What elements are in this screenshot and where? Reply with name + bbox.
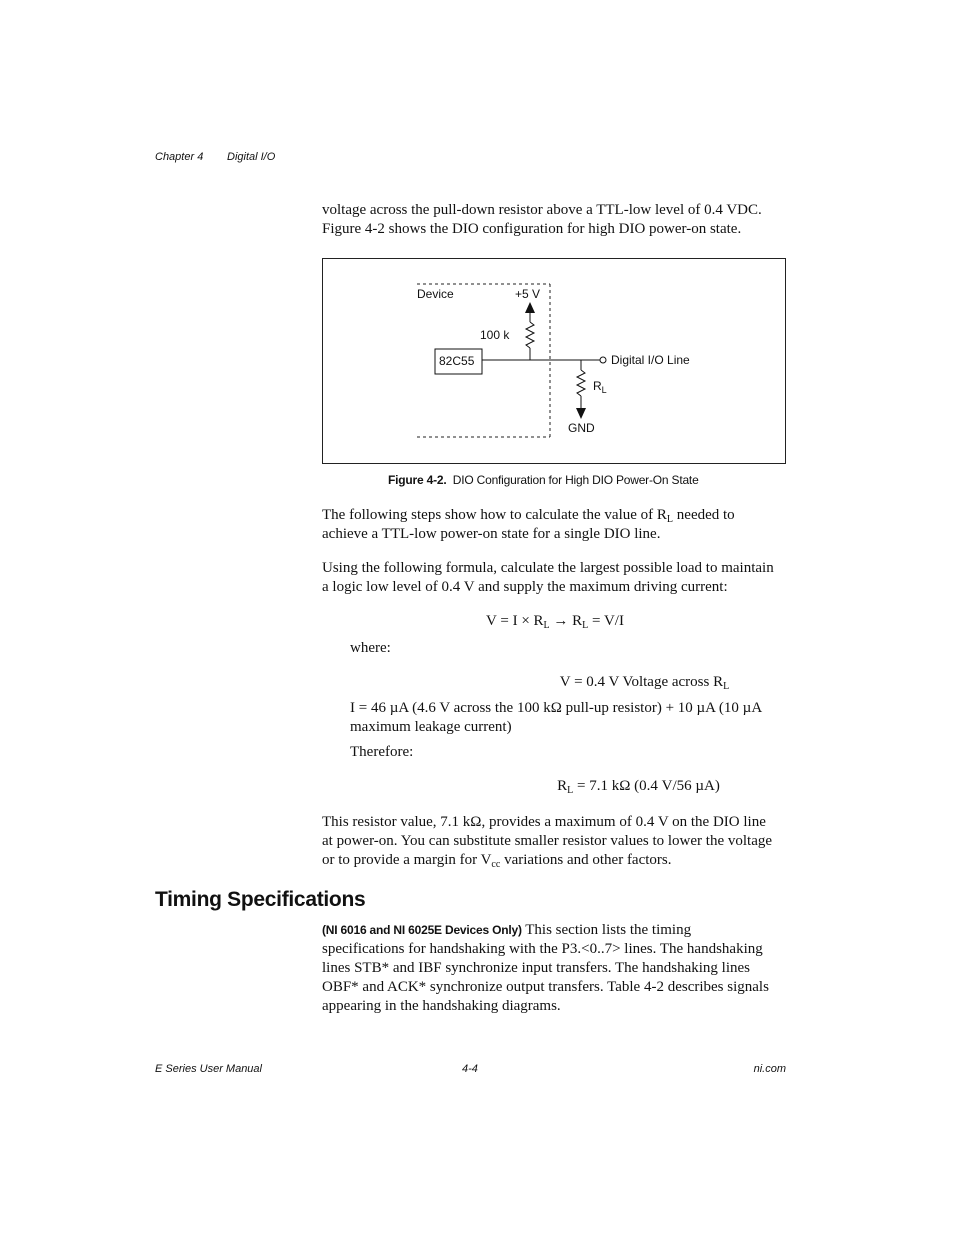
formula-intro-line: a logic low level of 0.4 V and supply the maximum driving current: bbox=[322, 579, 728, 595]
device-label: Device bbox=[417, 287, 454, 301]
footer-page-number: 4-4 bbox=[462, 1063, 478, 1075]
steps-subscript: L bbox=[666, 514, 674, 525]
steps-text: The following steps show how to calculate the value of R bbox=[322, 507, 667, 523]
header-section: Digital I/O bbox=[227, 151, 276, 163]
formula-intro-line: Using the following formula, calculate the largest possible load to maintain bbox=[322, 560, 774, 576]
intro-line: voltage across the pull-down resistor above a TTL-low level of 0.4 VDC. bbox=[322, 202, 762, 218]
chip-label: 82C55 bbox=[439, 354, 475, 368]
equation-ohms-law: $V = I \times R_L \to R_L = V/I$ bbox=[486, 613, 624, 631]
section-heading: Timing Specifications bbox=[155, 888, 366, 911]
therefore-label: Therefore: bbox=[350, 744, 414, 760]
terminal-icon bbox=[600, 357, 606, 363]
current-definition: I = 46 µA (4.6 V across the 100 kΩ pull-up resistor) + 10 µA (10 µA maximum leakage current) bbox=[350, 700, 763, 735]
voltage-definition: V = 0.4 V Voltage across $R_L$ bbox=[559, 674, 730, 692]
supply-label: +5 V bbox=[515, 287, 541, 301]
timing-paragraph: (NI 6016 and NI 6025E Devices Only) This section lists the timing specifications for handshaking with the P3.<0..7> lines. The handshaking lines STB* and IBF synchronize input transfers. The handshaking lines OBF* and ACK* synchronize output transfers. Table 4-2 describes signals appearing in the handshaking diagrams. bbox=[322, 922, 769, 1014]
formula-intro-paragraph bbox=[322, 559, 788, 597]
pulldown-resistor-icon bbox=[577, 370, 585, 396]
pullup-label: 100 k bbox=[480, 328, 510, 342]
dio-circuit-diagram bbox=[323, 259, 785, 463]
conclusion-paragraph: This resistor value, 7.1 kΩ, provides a maximum of 0.4 V on the DIO line at power-on. You can substitute smaller resistor values to lower the voltage or to provide a margin for $V_{cc}$ variations and other factors. bbox=[322, 814, 773, 870]
footer-manual: E Series User Manual bbox=[155, 1063, 262, 1075]
ground-arrow-icon bbox=[576, 408, 586, 419]
header-chapter: Chapter 4 bbox=[155, 151, 204, 163]
intro-paragraph bbox=[322, 201, 788, 239]
figure-caption bbox=[388, 473, 699, 487]
intro-line: Figure 4-2 shows the DIO configuration for high DIO power-on state. bbox=[322, 221, 742, 237]
figure-title: DIO Configuration for High DIO Power-On State bbox=[452, 473, 699, 487]
steps-paragraph bbox=[322, 506, 788, 544]
figure-frame bbox=[322, 258, 786, 464]
steps-text: needed to bbox=[673, 507, 735, 523]
line-label: Digital I/O Line bbox=[611, 353, 690, 367]
figure-number: Figure 4-2. bbox=[388, 473, 447, 487]
steps-text: achieve a TTL-low power-on state for a single DIO line. bbox=[322, 526, 661, 542]
timing-device-note: (NI 6016 and NI 6025E Devices Only) bbox=[322, 923, 522, 937]
pullup-resistor-icon bbox=[526, 322, 534, 348]
rl-label: $R_L$ bbox=[593, 379, 607, 395]
supply-arrow-icon bbox=[525, 302, 535, 313]
result-equation: $R_L = 7.1$ kΩ (0.4 V/56 µA) bbox=[557, 778, 720, 796]
gnd-label: GND bbox=[568, 421, 595, 435]
where-label: where: bbox=[350, 640, 391, 656]
footer-site: ni.com bbox=[753, 1063, 786, 1075]
